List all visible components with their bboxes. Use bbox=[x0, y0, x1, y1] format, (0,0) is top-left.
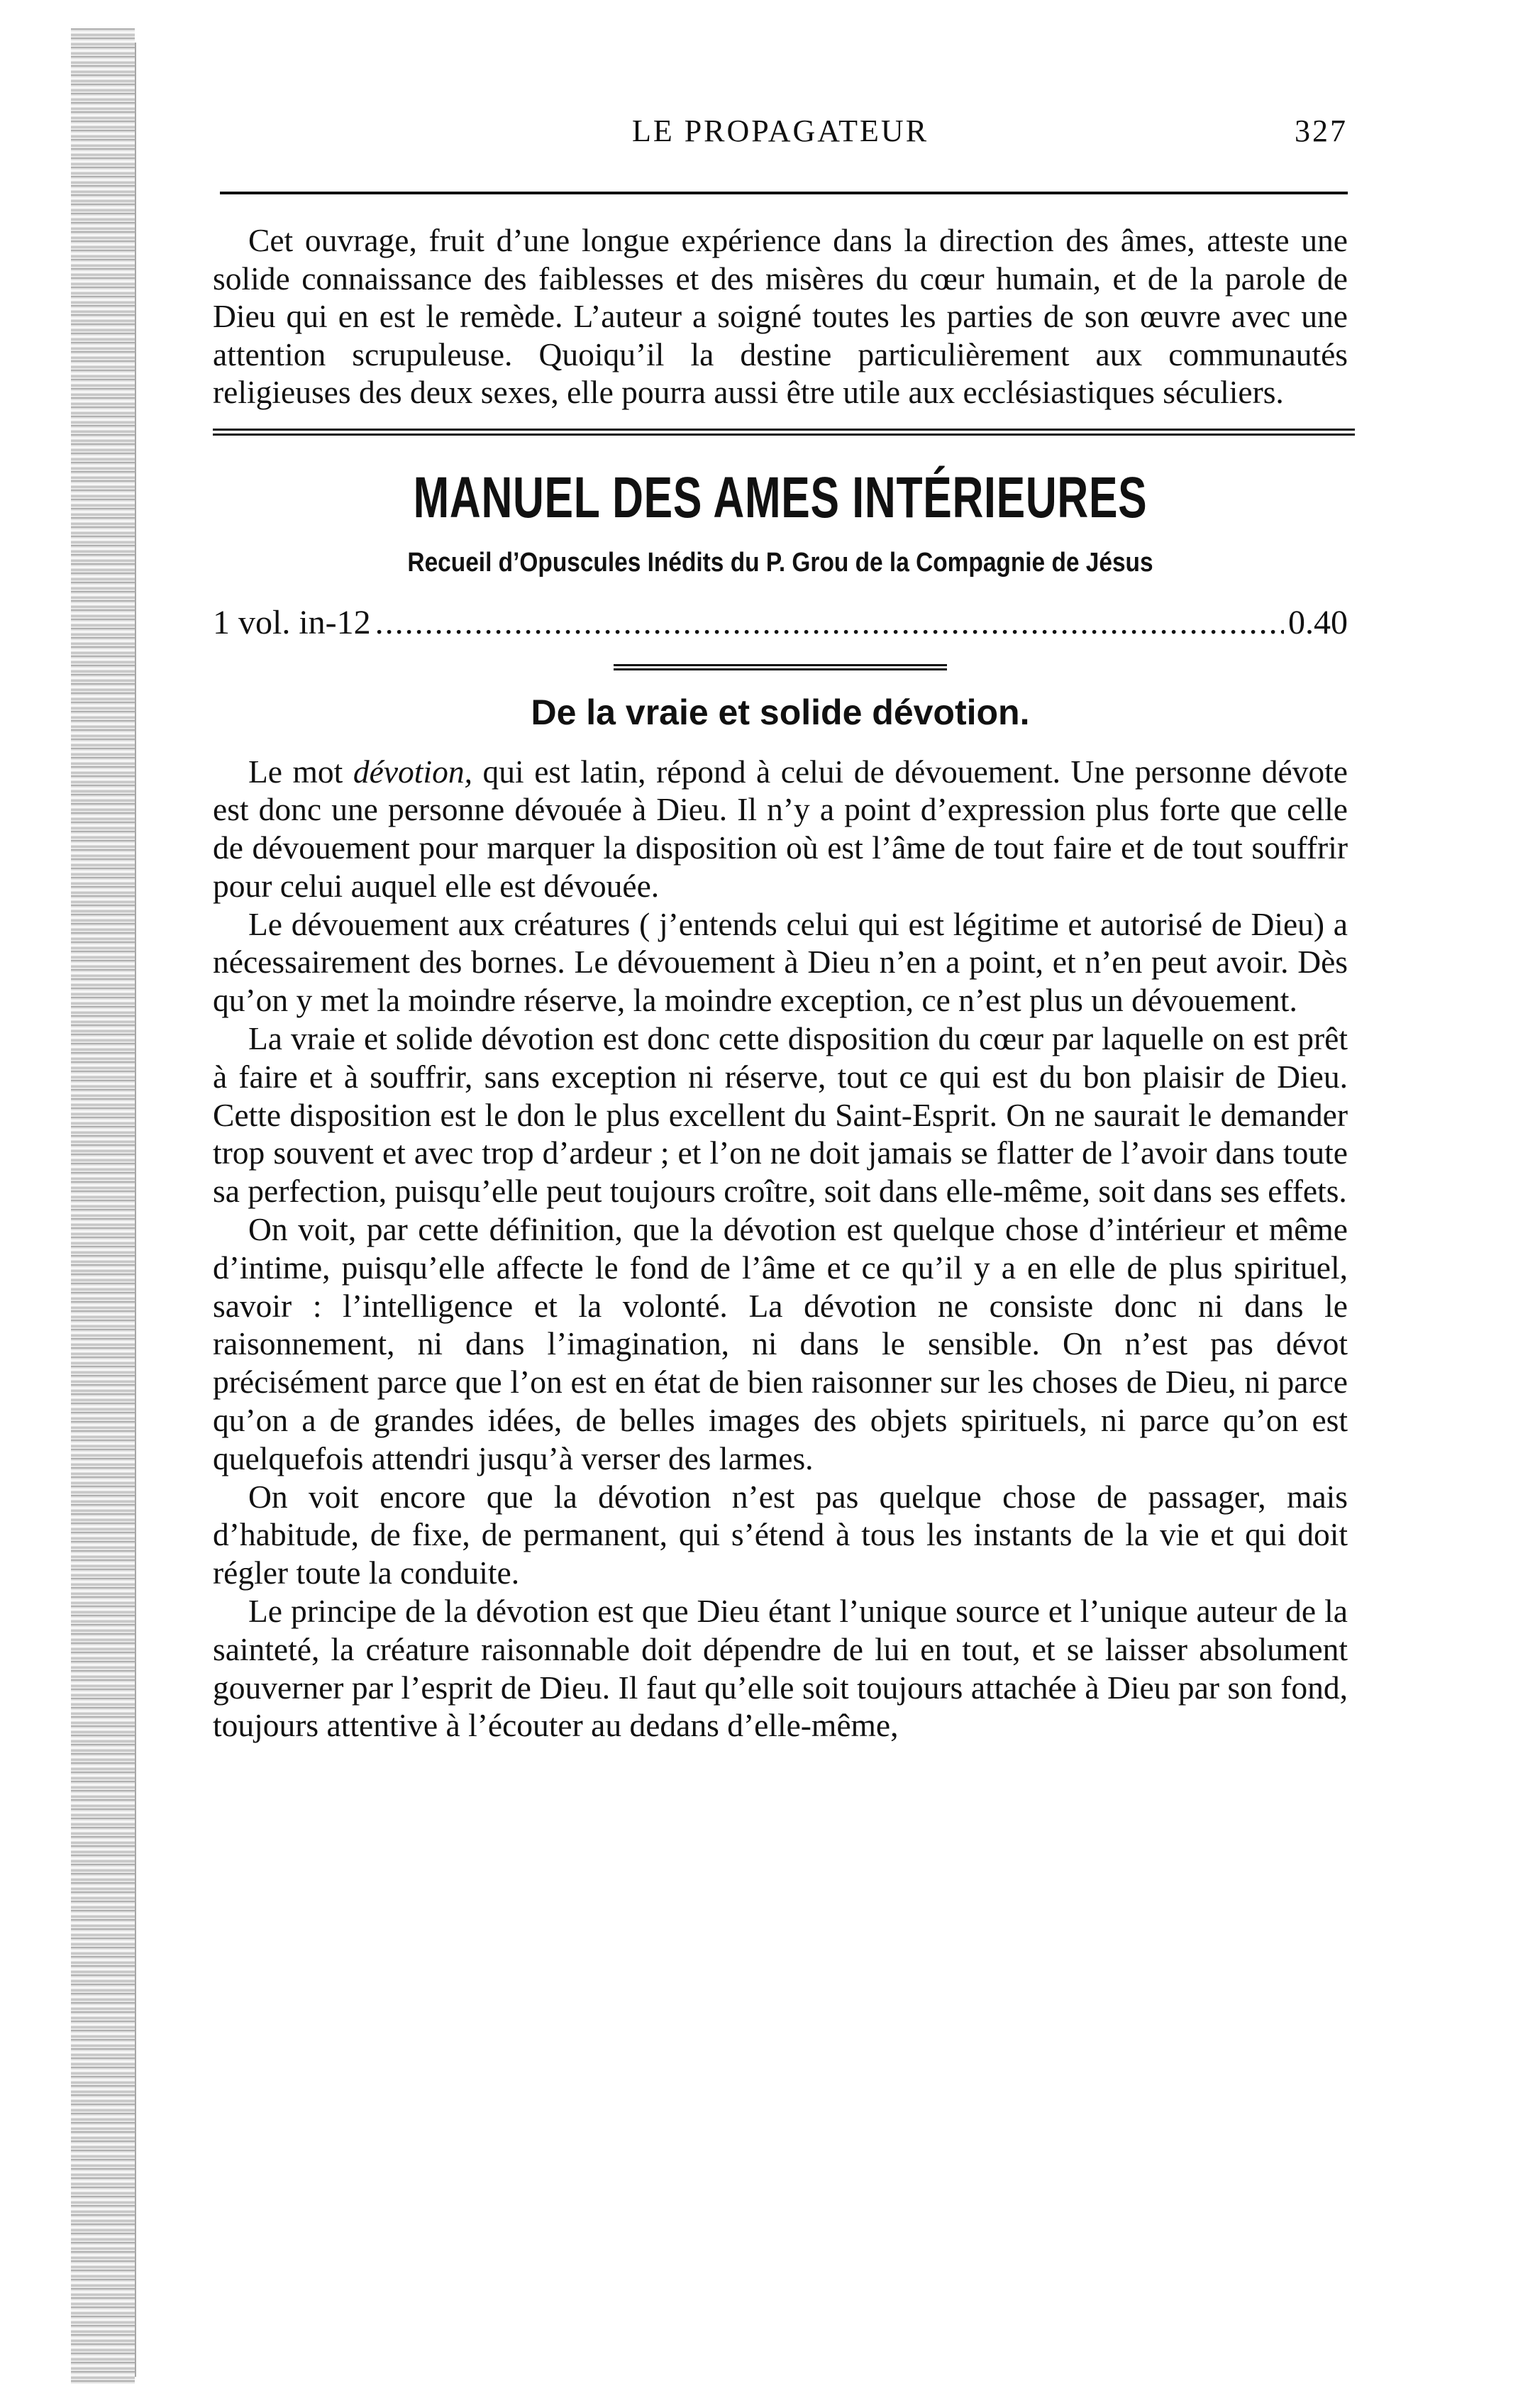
page-number: 327 bbox=[1295, 114, 1348, 148]
section-divider bbox=[213, 429, 1355, 436]
header-rule bbox=[220, 192, 1348, 194]
paragraph-3: La vraie et solide dévotion est donc cette disposition du cœur par laquelle on est prêt à faire et à souffrir, sans exception ni réserve, tout ce qui est du bon plaisir de Dieu. Cette disposition est le don le plus excellent du Saint-Esprit. On ne saurait le demander trop souvent et avec trop d’ardeur ; et l’on ne doit jamais se flatter de l’avoir dans toute sa perfection, puisqu’elle peut toujours croître, soit dans elle-même, soit dans ses effets. bbox=[213, 1020, 1348, 1210]
italic-term: dévotion, bbox=[353, 753, 472, 790]
book-price: 0.40 bbox=[1288, 603, 1348, 641]
paragraph-4: On voit, par cette définition, que la dévotion est quelque chose d’intérieur et même d’intime, puisqu’elle affecte le fond de l’âme et ce qu’il y a en elle de plus spirituel, savoir : l’intelligence et la volonté. La dévotion ne consiste donc ni dans le raisonnement, ni dans l’imagination, ni dans le sensible. On n’est pas dévot précisément parce que l’on est en état de bien raisonner sur les choses de Dieu, ni parce qu’on a de grandes idées, de belles images des objets spirituels, ni parce qu’on est quelquefois attendri jusqu’à verser des larmes. bbox=[213, 1211, 1348, 1476]
short-divider bbox=[614, 664, 947, 670]
section-heading: De la vraie et solide dévotion. bbox=[531, 692, 1030, 732]
body-text bbox=[213, 753, 1348, 1745]
paragraph-5: On voit encore que la dévotion n’est pas quelque chose de passager, mais d’habitude, de fixe, de permanent, qui s’étend à tous les instants de la vie et qui doit régler toute la conduite. bbox=[213, 1478, 1348, 1591]
book-format: 1 vol. in-12 bbox=[213, 603, 371, 641]
intro-paragraph: Cet ouvrage, fruit d’une longue expérience dans la direction des âmes, atteste une solide connaissance des faiblesses et des misères du cœur humain, et de la parole de Dieu qui en est le remède. L’auteur a soigné toutes les parties de son œuvre avec une attention scrupuleuse. Quoiqu’il la destine particulièrement aux communautés religieuses des deux sexes, elle pourra aussi être utile aux ecclésiastiques séculiers. bbox=[213, 222, 1348, 410]
binding-gutter-shadow bbox=[71, 28, 135, 2384]
paragraph-1-rest: qui est latin, répond à celui de dévouement. Une personne dévote est donc une personne dévouée à Dieu. Il n’y a point d’expression plus forte que celle de dévouement pour marquer la disposition où est l’âme de tout faire et de tout souffrir pour celui auquel elle est dévouée. bbox=[213, 753, 1348, 904]
leader-dots bbox=[375, 602, 1284, 644]
paragraph-1 bbox=[213, 753, 1348, 905]
paragraph-1-start: Le mot bbox=[248, 753, 353, 790]
binding-gutter-line bbox=[135, 43, 136, 2377]
paragraph-2: Le dévouement aux créatures ( j’entends celui qui est légitime et autorisé de Dieu) a nécessairement des bornes. Le dévouement à Dieu n’en a point, et n’en peut avoir. Dès qu’on y met la moindre réserve, la moindre exception, ce n’est plus un dévouement. bbox=[213, 905, 1348, 1019]
paragraph-6: Le principe de la dévotion est que Dieu étant l’unique source et l’unique auteur de la sainteté, la créature raisonnable doit dépendre de lui en tout, et se laisser absolument gouverner par l’esprit de Dieu. Il faut qu’elle soit toujours attachée à Dieu par son fond, toujours attentive à l’écouter au dedans d’elle-même, bbox=[213, 1593, 1348, 1744]
price-line bbox=[213, 602, 1348, 644]
book-title: MANUEL DES AMES INTÉRIEURES bbox=[413, 465, 1148, 530]
book-subtitle: Recueil d’Opuscules Inédits du P. Grou de la Compagnie de Jésus bbox=[407, 547, 1153, 578]
running-head bbox=[213, 99, 1348, 163]
page bbox=[213, 99, 1348, 1745]
running-title: LE PROPAGATEUR bbox=[631, 114, 929, 148]
